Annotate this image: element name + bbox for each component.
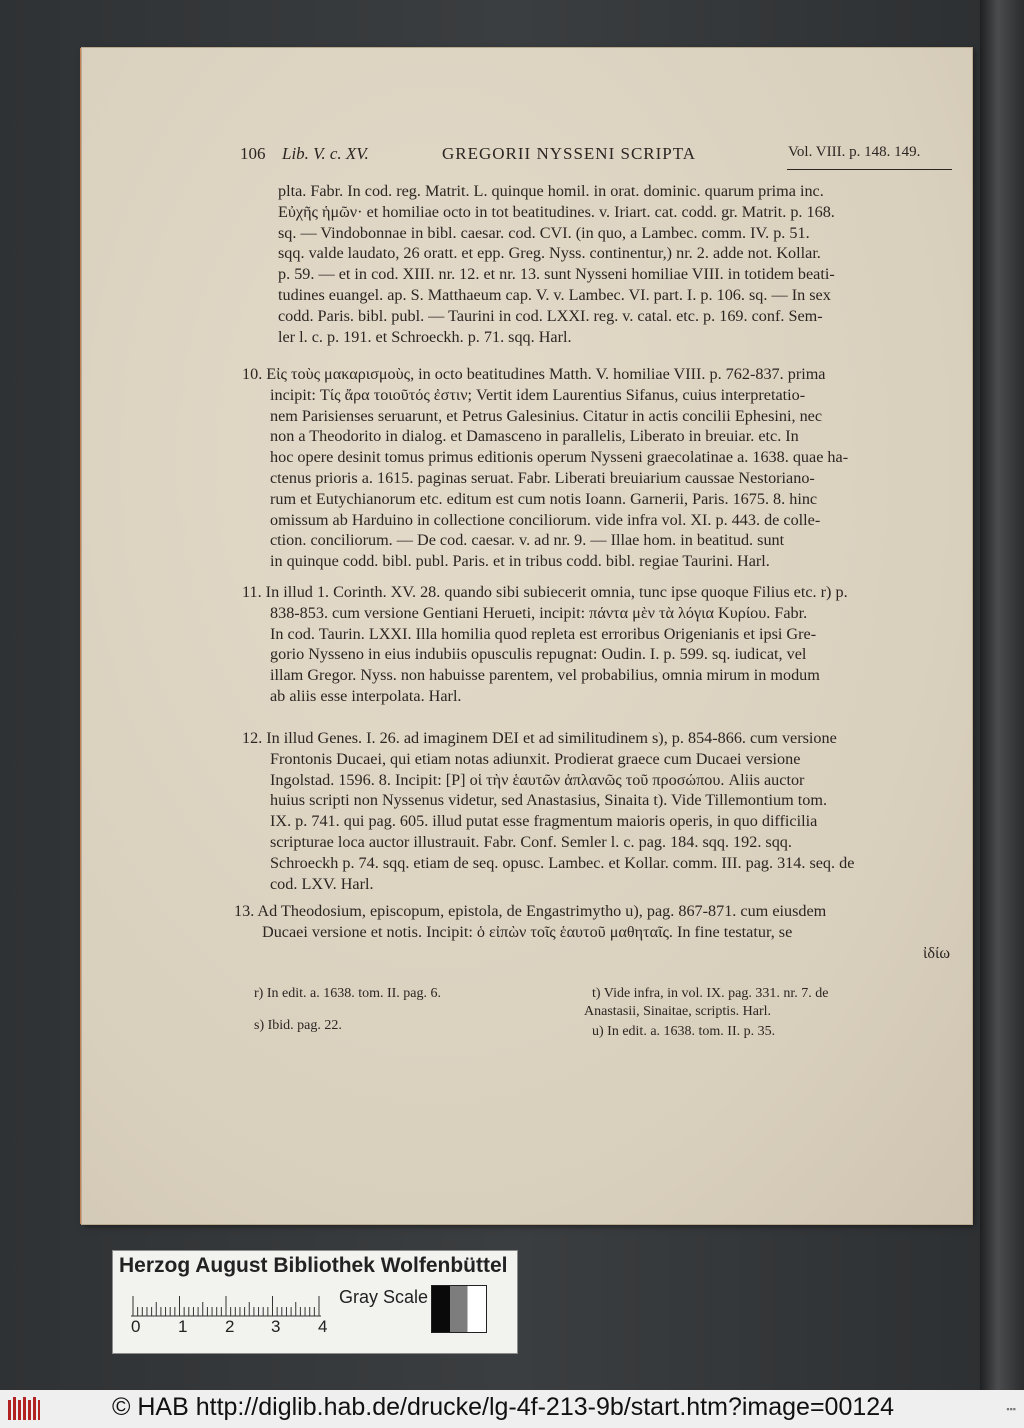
- text-line: cod. LXV. Harl.: [270, 874, 374, 893]
- text-line: 11. In illud 1. Corinth. XV. 28. quando sibi subiecerit omnia, tunc ipse quoque Filius etc. r) p.: [242, 583, 848, 601]
- next-page-edge: [980, 0, 1024, 1390]
- ruler-ticks: [131, 1295, 327, 1317]
- text-line: Ingolstad. 1596. 8. Incipit: [P] οἱ τὴν ἑαυτῶν ἁπλανῶς τοῦ προσώπου. Aliis auctor: [270, 770, 805, 789]
- text-line: huius scripti non Nyssenus videtur, sed Anastasius, Sinaita t). Vide Tillemontium tom.: [270, 791, 827, 810]
- text-line: ab aliis esse interpolata. Harl.: [270, 686, 462, 705]
- text-line: In cod. Taurin. LXXI. Illa homilia quod repleta est erroribus Origenianis et ipsi Gre-: [270, 624, 817, 643]
- text-line: Ducaei versione et notis. Incipit: ὁ εἰπὼν τοῖς ἑαυτοῦ μαθηταῖς. In fine testatur, se: [262, 922, 793, 941]
- paragraph-12: [242, 728, 950, 894]
- scale-number: 2: [225, 1317, 235, 1336]
- text-line: Frontonis Ducaei, qui etiam notas adiunxit. Prodierat graece cum Ducaei versione: [270, 749, 801, 768]
- text-line: Εὐχῆς ἡμῶν· et homiliae octo in tot beatitudines. v. Iriart. cat. codd. gr. Matrit. p. 168.: [278, 202, 835, 221]
- text-line: IX. p. 741. qui pag. 605. illud putat esse fragmentum maioris operis, in quo difficilia: [270, 812, 818, 831]
- text-line: tudines euangel. ap. S. Matthaeum cap. V. v. Lambec. VI. part. I. p. 106. sq. — In sex: [278, 285, 831, 304]
- scale-number: 3: [271, 1317, 281, 1336]
- footnote-t: t) Vide infra, in vol. IX. pag. 331. nr. 7. de: [592, 986, 829, 1001]
- paragraph-intro: [278, 181, 950, 347]
- gray-scale-swatch: [431, 1285, 487, 1333]
- copyright-url[interactable]: © HAB http://diglib.hab.de/drucke/lg-4f-213-9b/start.htm?image=00124: [112, 1393, 895, 1421]
- text-line: plta. Fabr. In cod. reg. Matrit. L. quinque homil. in orat. dominic. quarum prima inc.: [278, 182, 824, 200]
- library-name: Herzog August Bibliothek Wolfenbüttel: [119, 1254, 508, 1277]
- scale-ruler: [131, 1295, 327, 1315]
- footnote-u: u) In edit. a. 1638. tom. II. p. 35.: [592, 1024, 776, 1039]
- volume-reference: Vol. VIII. p. 148. 149.: [788, 144, 921, 160]
- text-line: gorio Nysseno in eius indubiis opusculis repugnat: Oudin. I. p. 599. sq. iudicat, vel: [270, 645, 807, 664]
- paragraph-11: [242, 582, 950, 707]
- footnote-s: s) Ibid. pag. 22.: [254, 1018, 342, 1033]
- footer-dots: ▪▪▪: [1006, 1404, 1016, 1414]
- scale-number: 1: [178, 1317, 188, 1336]
- text-line: p. 59. — et in cod. XIII. nr. 12. et nr. 13. sunt Nysseni homiliae VIII. in totidem beati-: [278, 265, 835, 284]
- footer-bar: [0, 1390, 1024, 1428]
- text-line: ction. conciliorum. — De cod. caesar. v. ad nr. 9. — Illae hom. in beatitud. sunt: [270, 531, 785, 550]
- book-chapter: Lib. V. c. XV.: [282, 144, 369, 163]
- text-line: nem Parisienses seruarunt, et Petrus Galesinius. Citatur in actis concilii Ephesini, nec: [270, 406, 823, 425]
- text-line: illam Gregor. Nyss. non habuisse parentem, vel probabilius, omnia mirum in modum: [270, 666, 820, 685]
- text-line: codd. Paris. bibl. publ. — Taurini in cod. LXXI. reg. v. catal. etc. p. 169. conf. Sem-: [278, 306, 823, 325]
- text-line: ler l. c. p. 191. et Schroeckh. p. 71. sqq. Harl.: [278, 327, 572, 346]
- text-line: scripturae loca auctor illustrauit. Fabr. Conf. Semler l. c. pag. 184. sqq. 192. sqq.: [270, 832, 792, 851]
- text-line: in quinque codd. bibl. publ. Paris. et in tribus codd. bibl. regiae Taurini. Harl.: [270, 552, 770, 571]
- book-page: [82, 48, 972, 1224]
- text-line: non a Theodorito in dialog. et Damasceno in parallelis, Liberato in breuiar. etc. In: [270, 427, 799, 446]
- scale-number: 0: [131, 1317, 141, 1336]
- paragraph-10: [242, 364, 950, 572]
- scale-number: 4: [318, 1317, 328, 1336]
- footnote-t-continued: Anastasii, Sinaitae, scriptis. Harl.: [584, 1004, 772, 1019]
- text-line: rum et Eutychianorum etc. editum est cum notis Ioann. Garnerii, Paris. 1675. 8. hinc: [270, 489, 818, 508]
- paragraph-13: [234, 901, 950, 963]
- library-color-card: [112, 1250, 518, 1354]
- text-line: 838-853. cum versione Gentiani Herueti, incipit: πάντα μὲν τὰ λόγια Κυρίου. Fabr.: [270, 603, 808, 622]
- text-line: ctenus prioris a. 1615. paginas seruat. Fabr. Liberati breuiarium caussae Nestoriano-: [270, 468, 815, 487]
- page-number: 106: [240, 144, 266, 163]
- text-line: 10. Εἰς τοὺς μακαρισμοὺς, in octo beatitudines Matth. V. homiliae VIII. p. 762-837. prima: [242, 365, 826, 383]
- hab-logo-icon[interactable]: [6, 1394, 42, 1424]
- footnote-r: r) In edit. a. 1638. tom. II. pag. 6.: [254, 986, 442, 1001]
- text-line: sq. — Vindobonnae in bibl. caesar. cod. CVI. (in quo, a Lambec. comm. IV. p. 51.: [278, 223, 810, 242]
- running-title: GREGORII NYSSENI SCRIPTA: [442, 144, 697, 163]
- text-line: sqq. valde laudato, 26 oratt. et epp. Greg. Nyss. continentur,) nr. 2. adde not. Kollar.: [278, 244, 821, 263]
- text-line: hoc opere desinit tomus primus editionis operum Nysseni graecolatinae a. 1638. quae ha-: [270, 448, 849, 467]
- gray-scale-label: Gray Scale: [339, 1287, 429, 1307]
- text-line: Schroeckh p. 74. sqq. etiam de seq. opusc. Lambec. et Kollar. comm. III. pag. 314. seq. de: [270, 853, 855, 872]
- catchword: ἰδίω: [923, 943, 950, 962]
- text-line: omissum ab Harduino in collectione conciliorum. vide infra vol. XI. p. 443. de colle-: [270, 510, 821, 529]
- header-rule: [787, 169, 952, 170]
- text-line: 13. Ad Theodosium, episcopum, epistola, de Engastrimytho u), pag. 867-871. cum eiusdem: [234, 902, 827, 920]
- text-line: 12. In illud Genes. I. 26. ad imaginem DEI et ad similitudinem s), p. 854-866. cum versione: [242, 729, 837, 747]
- text-line: incipit: Τίς ἄρα τοιοῦτός ἐστιν; Vertit idem Laurentius Sifanus, cuius interpretatio-: [270, 385, 806, 404]
